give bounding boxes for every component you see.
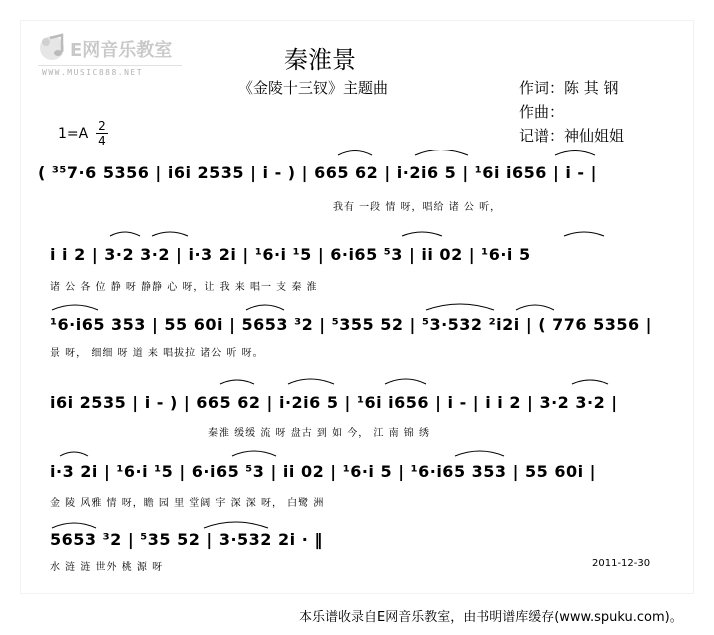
score-line-6-lyrics: 水 涟 涟 世外 桃 源 呀 xyxy=(50,562,164,573)
transcriber-credit: 记谱：神仙姐姐 xyxy=(519,127,625,145)
key-signature: 1=A xyxy=(58,126,89,142)
time-signature-top: 2 xyxy=(98,119,106,133)
lyricist-credit: 作词：陈 其 钢 xyxy=(519,79,619,97)
logo-text: E网音乐教室 xyxy=(70,40,173,61)
composer-credit: 作曲： xyxy=(519,103,565,121)
footer-note: 本乐谱收录自E网音乐教室，由书明谱库缓存(www.spuku.com)。 xyxy=(299,610,683,625)
score-line-2-lyrics: 诸 公 各 位 静 呀 静静 心 呀，让 我 来 唱一 支 秦 淮 xyxy=(50,282,318,293)
score-line-5-lyrics: 金 陵 风雅 情 呀，瞻 园 里 堂阔 宇 深 深 呀， 白鹭 洲 xyxy=(50,498,325,509)
transcription-date: 2011-12-30 xyxy=(592,558,651,569)
song-subtitle: 《金陵十三钗》主题曲 xyxy=(238,79,389,97)
score-line-1-lyrics: 我有 一段 情 呀，唱给 诸 公 听， xyxy=(333,202,502,213)
score-line-3-lyrics: 景 呀， 细细 呀 道 来 唱拔拉 诸公 听 呀。 xyxy=(50,348,264,359)
site-logo xyxy=(38,30,188,80)
time-signature-bottom: 4 xyxy=(98,134,106,148)
score-line-4-notes: i6i 2535 | i - ) | 665 62 | i·2i6 5 | ¹6i i656 | i - | i i 2 | 3·2 3·2 | xyxy=(50,393,618,412)
score-line-5-notes: i·3 2i | ¹6·i ¹5 | 6·i65 ⁵3 | ii 02 | ¹6·i 5 | ¹6·i65 353 | 55 60i | xyxy=(50,462,597,481)
score-line-4-lyrics: 秦淮 缓缓 流 呀 盘古 到 如 今， 江 南 锦 绣 xyxy=(208,428,430,439)
score-line-6-notes: 5653 ³2 | ⁵35 52 | 3·532 2i · ‖ xyxy=(50,530,323,549)
logo-url: WWW.MUSIC888.NET xyxy=(42,68,144,77)
score-line-3-notes: ¹6·i65 353 | 55 60i | 5653 ³2 | ⁵355 52 | ⁵3·532 ²i2i | ( 776 5356 | xyxy=(50,315,653,334)
score-line-1-notes: ( ³⁵7·6 5356 | i6i 2535 | i - ) | 665 62 | i·2i6 5 | ¹6i i656 | i - | xyxy=(38,163,597,182)
score-line-2-notes: i i 2 | 3·2 3·2 | i·3 2i | ¹6·i ¹5 | 6·i65 ⁵3 | ii 02 | ¹6·i 5 xyxy=(50,245,531,264)
song-title: 秦淮景 xyxy=(284,46,356,74)
time-signature xyxy=(96,120,108,147)
music-note-icon xyxy=(38,30,72,64)
logo-divider xyxy=(38,65,182,66)
